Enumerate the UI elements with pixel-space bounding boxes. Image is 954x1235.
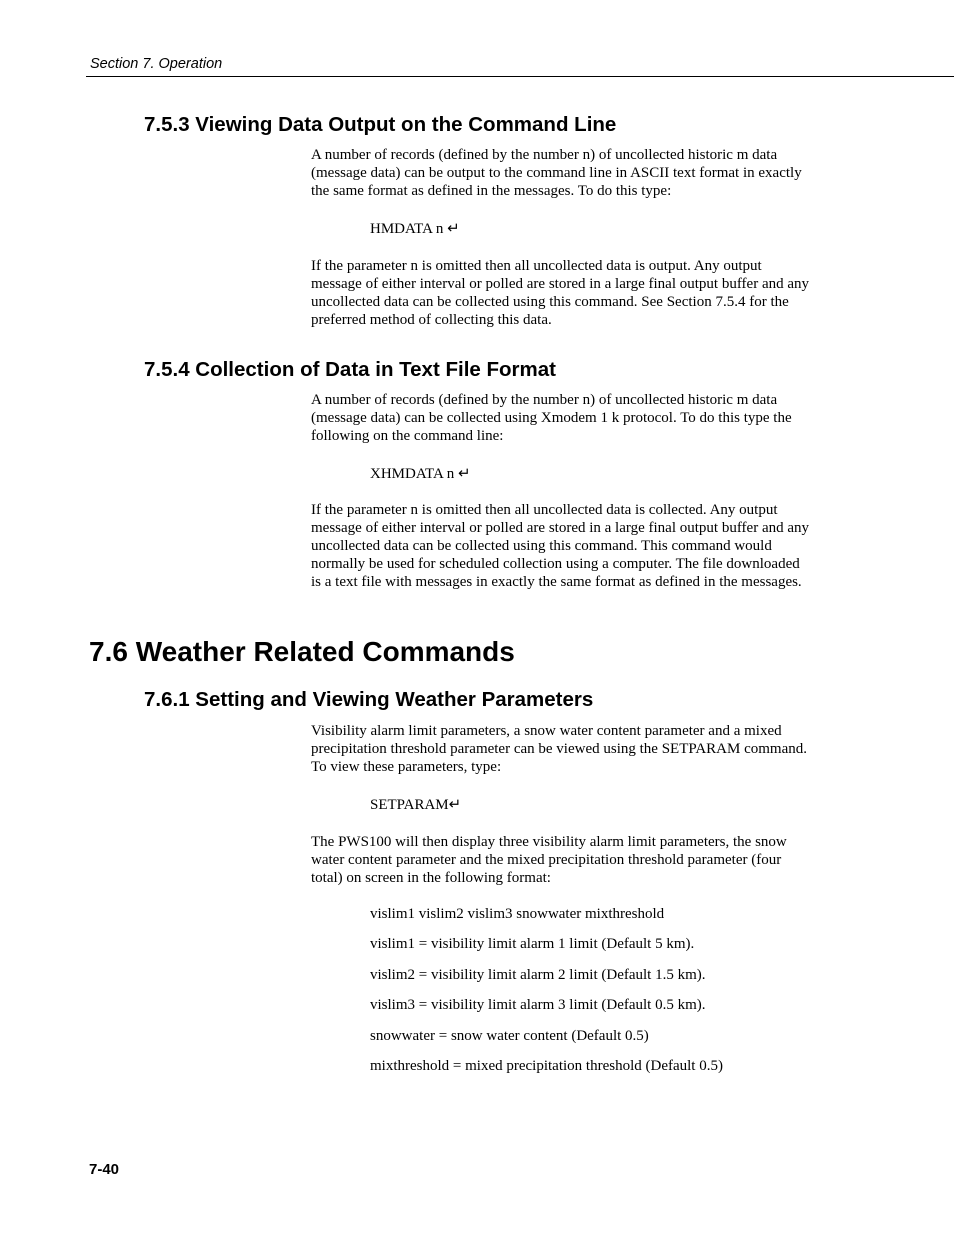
definition-mixthreshold: mixthreshold = mixed precipitation threshold (Default 0.5) [370,1058,723,1074]
definition-vislim1: vislim1 = visibility limit alarm 1 limit (Default 5 km). [370,936,695,952]
heading-7-6: 7.6 Weather Related Commands [89,636,515,667]
command-xhmdata: XHMDATA n ↵ [370,466,471,482]
definition-snowwater: snowwater = snow water content (Default 0.5) [370,1028,649,1044]
paragraph-7-5-4-details: If the parameter n is omitted then all uncollected data is collected. Any output message of either interval or polled are stored in a large final output buffer and any uncollected data can be collected using this command. This command would normally be used for scheduled collection using a computer. The file downloaded is a text file with messages in exactly the same format as defined in the messages. [311,502,810,590]
heading-7-5-3: 7.5.3 Viewing Data Output on the Command Line [144,113,617,136]
heading-7-6-1: 7.6.1 Setting and Viewing Weather Parameters [144,688,594,711]
paragraph-7-6-1-details: The PWS100 will then display three visibility alarm limit parameters, the snow water content parameter and the mixed precipitation threshold parameter (four total) on screen in the following format: [311,834,787,886]
definition-vislim3: vislim3 = visibility limit alarm 3 limit (Default 0.5 km). [370,997,706,1013]
header-rule [86,76,954,77]
command-setparam: SETPARAM↵ [370,797,462,813]
paragraph-7-5-3-intro: A number of records (defined by the number n) of uncollected historic m data (message data) can be output to the command line in ASCII text format in exactly the same format as defined in the messages. To do this type: [311,147,802,199]
paragraph-7-5-4-intro: A number of records (defined by the number n) of uncollected historic m data (message data) can be collected using Xmodem 1 k protocol. To do this type the following on the command line: [311,392,792,444]
paragraph-7-5-3-details: If the parameter n is omitted then all uncollected data is output. Any output message of either interval or polled are stored in a large final output buffer and any uncollected data can be collected using this command. See Section 7.5.4 for the preferred method of collecting this data. [311,258,810,328]
paragraph-7-6-1-intro: Visibility alarm limit parameters, a snow water content parameter and a mixed precipitation threshold parameter can be viewed using the SETPARAM command. To view these parameters, type: [311,723,807,775]
running-header: Section 7. Operation [90,56,223,72]
parameter-format-line: vislim1 vislim2 vislim3 snowwater mixthreshold [370,906,665,922]
command-hmdata: HMDATA n ↵ [370,221,460,237]
definition-vislim2: vislim2 = visibility limit alarm 2 limit (Default 1.5 km). [370,967,706,983]
page-number: 7-40 [89,1161,120,1178]
heading-7-5-4: 7.5.4 Collection of Data in Text File Format [144,358,556,381]
